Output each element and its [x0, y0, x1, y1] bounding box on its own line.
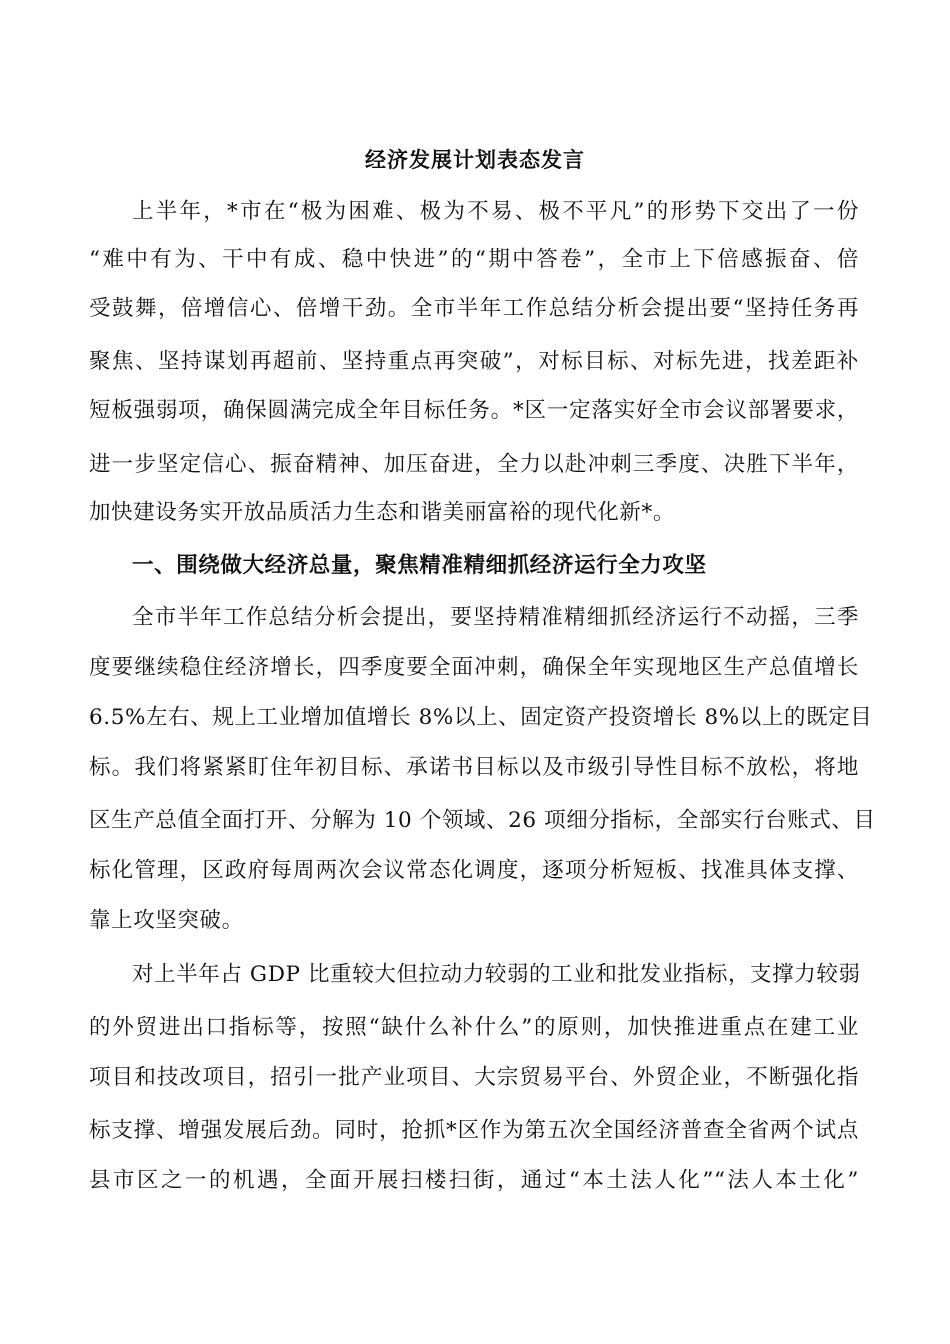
- paragraph-1-line-1: 上半年，*市在“极为困难、极为不易、极不平凡”的形势下交出了一份: [132, 199, 859, 224]
- paragraph-3-line-3: 项目和技改项目，招引一批产业项目、大宗贸易平台、外贸企业，不断强化指: [89, 1065, 859, 1090]
- paragraph-2-line-6: 标化管理，区政府每周两次会议常态化调度，逐项分析短板、找准具体支撑、: [89, 858, 859, 883]
- page-title: 经济发展计划表态发言: [365, 147, 585, 172]
- paragraph-2-line-1: 全市半年工作总结分析会提出，要坚持精准精细抓经济运行不动摇，三季: [132, 605, 859, 630]
- paragraph-2-line-3: 6.5%左右、规上工业增加值增长 8%以上、固定资产投资增长 8%以上的既定目: [89, 705, 873, 730]
- paragraph-1-line-5: 短板强弱项，确保圆满完成全年目标任务。*区一定落实好全市会议部署要求，: [89, 398, 859, 423]
- paragraph-3-line-1: 对上半年占 GDP 比重较大但拉动力较弱的工业和批发业指标，支撑力较弱: [132, 962, 861, 987]
- paragraph-1-line-2: “难中有为、干中有成、稳中快进”的“期中答卷”，全市上下倍感振奋、倍: [89, 247, 859, 272]
- paragraph-3-line-2: 的外贸进出口指标等，按照“缺什么补什么”的原则，加快推进重点在建工业: [89, 1015, 859, 1040]
- paragraph-2-line-7: 靠上攻坚突破。: [89, 908, 244, 933]
- paragraph-1-line-7: 加快建设务实开放品质活力生态和谐美丽富裕的现代化新*。: [89, 500, 675, 525]
- section-heading: 一、围绕做大经济总量，聚焦精准精细抓经济运行全力攻坚: [132, 553, 707, 578]
- paragraph-3-line-4: 标支撑、增强发展后劲。同时，抢抓*区作为第五次全国经济普查全省两个试点: [89, 1118, 859, 1143]
- paragraph-1-line-4: 聚焦、坚持谋划再超前、坚持重点再突破”，对标目标、对标先进，找差距补: [89, 349, 859, 374]
- paragraph-1-line-6: 进一步坚定信心、振奋精神、加压奋进，全力以赴冲刺三季度、决胜下半年，: [89, 452, 859, 477]
- paragraph-2-line-5: 区生产总值全面打开、分解为 10 个领域、26 项细分指标，全部实行台账式、目: [89, 808, 876, 833]
- paragraph-1-line-3: 受鼓舞，倍增信心、倍增干劲。全市半年工作总结分析会提出要“坚持任务再: [89, 296, 859, 321]
- paragraph-3-line-5: 县市区之一的机遇，全面开展扫楼扫街，通过“本土法人化”“法人本土化”: [89, 1168, 859, 1193]
- paragraph-2-line-2: 度要继续稳住经济增长，四季度要全面冲刺，确保全年实现地区生产总值增长: [89, 655, 859, 680]
- paragraph-2-line-4: 标。我们将紧紧盯住年初目标、承诺书目标以及市级引导性目标不放松，将地: [89, 755, 859, 780]
